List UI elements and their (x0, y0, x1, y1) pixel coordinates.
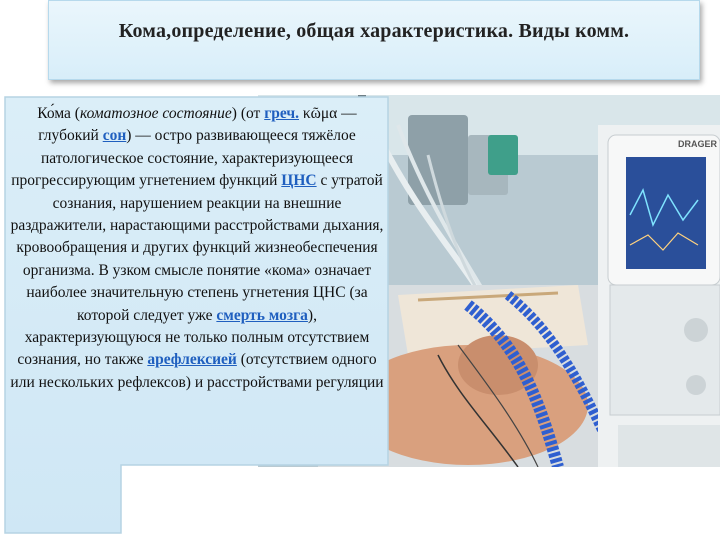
link-areflexia[interactable]: арефлексией (147, 351, 237, 369)
slide-title: Кома,определение, общая характеристика. Виды комм. (118, 19, 630, 42)
link-brain-death[interactable]: смерть мозга (216, 306, 308, 324)
link-sleep[interactable]: сон (102, 127, 127, 145)
alt-term: коматозное состояние (79, 105, 232, 122)
definition-callout (3, 95, 390, 535)
monitor-brand: DRAGER (678, 139, 718, 149)
text-fragment: ) — остро развивающееся тяжёлое патологическое состояние, характеризующееся прогрессирующим угнетением функций (11, 127, 356, 190)
term: Ко́ма (37, 105, 71, 122)
text-fragment: ), характеризующуюся не только полным отсутствием сознания, но также (17, 306, 370, 369)
text-fragment: κῶμα — глубокий (38, 105, 357, 145)
text-fragment: (отсутствием одного или нескольких рефлексов) и расстройствами регуляции (10, 351, 384, 391)
text-fragment: ( (70, 105, 80, 122)
definition-text (7, 103, 387, 394)
text-fragment: с утратой сознания, нарушением реакции на внешние раздражители, нарастающими расстройствами дыхания, кровообращения и других функций жизнеобеспечения организма. В узком смысле понятие «кома» означает наиболее значительную степень угнетения ЦНС (за которой следует уже (10, 172, 384, 324)
link-greek[interactable]: греч. (264, 105, 299, 122)
link-cns[interactable]: ЦНС (281, 172, 317, 190)
text-fragment: ) (от (231, 105, 265, 122)
title-box (48, 0, 700, 80)
